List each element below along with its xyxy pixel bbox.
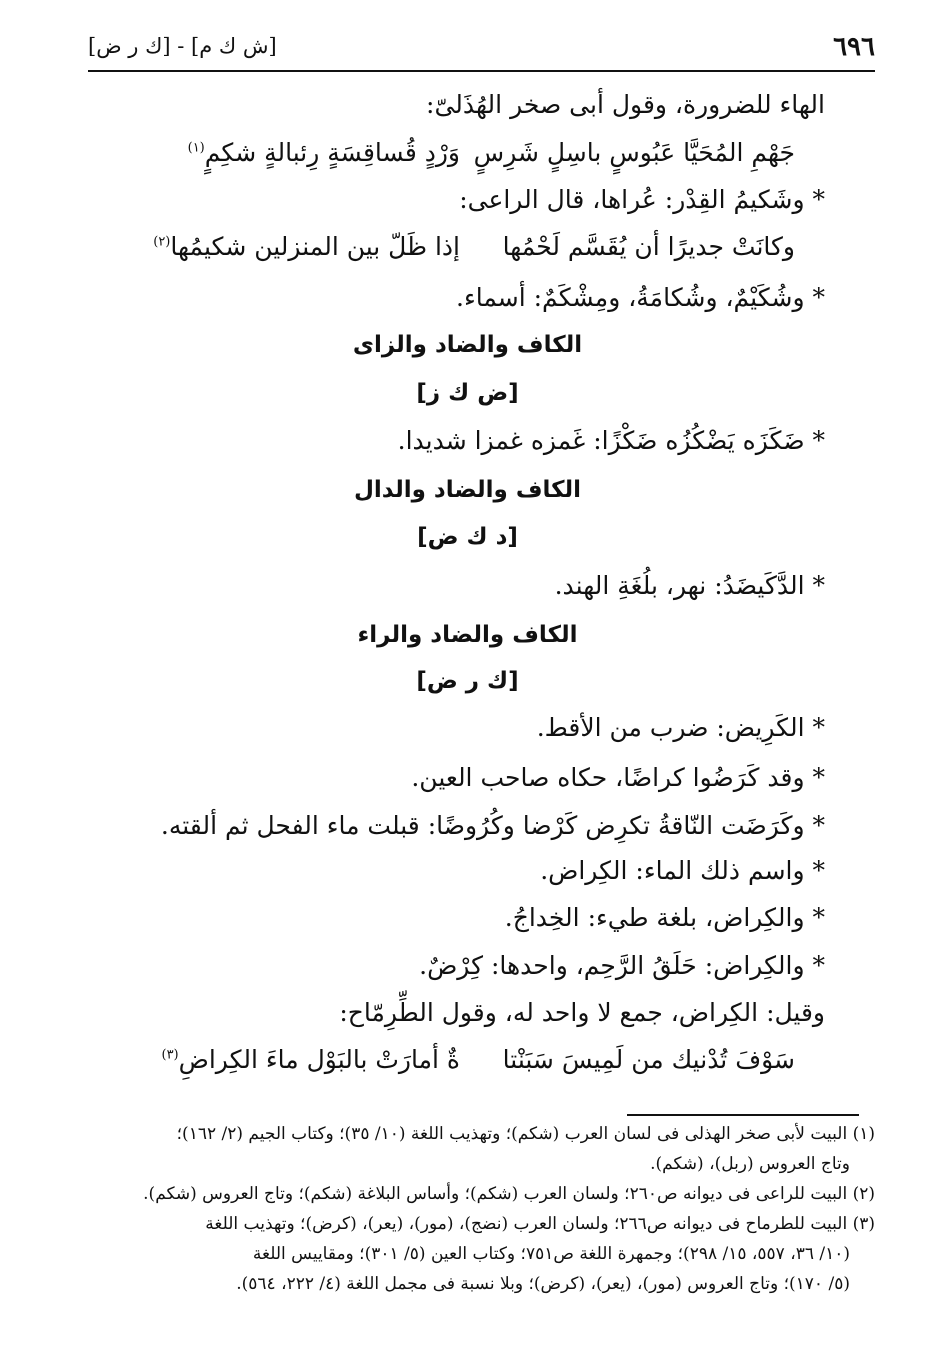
footnote-divider — [627, 1114, 859, 1116]
verse-1-first-hemistich: جَهْمِ المُحَيَّا عَبُوسٍ باسِلٍ شَرِسٍ — [473, 138, 795, 167]
verse-1-second-hemistich: وَرْدٍ قُساقِسَةٍ رِئبالةٍ شكِمٍ$^{(١)}$ — [187, 138, 460, 167]
body-line-1: الهاء للضرورة، وقول أبى صخر الهُذَلىّ: — [426, 90, 825, 119]
root-heading: [د ك ض] — [417, 524, 518, 550]
entry-line: * واسم ذلك الماء: الكِراض. — [540, 856, 825, 885]
entry-line: * ضَكَزَه يَضْكُزُه ضَكْزًا: غَمزه غمزا شديدا. — [397, 426, 825, 455]
entry-line: * وكَرَضَت النّاقةُ تكرِض كَرْضا وكُرُوضًا: قبلت ماء الفحل ثم ألقته. — [160, 811, 825, 840]
verse-3-second-hemistich: ةٌ أمارَتْ بالبَوْل ماءَ الكِراضِ$^{(٣)}$ — [161, 1045, 460, 1074]
page-number: ٦٩٦ — [833, 32, 875, 62]
footnote-line: (١) البيت لأبى صخر الهذلى فى لسان العرب (شكم)؛ وتهذيب اللغة (١٠/ ٣٥)؛ وكتاب الجيم (٢/ ١٦٢)؛ — [176, 1124, 875, 1144]
verse-2-second-hemistich: إذا ظَلّ بين المنزلين شكيمُها$^{(٢)}$ — [153, 232, 460, 261]
verse-3-first-hemistich: سَوْفَ تُدْنيك من لَمِيسَ سَبَنْتا — [502, 1045, 795, 1074]
footnote-line: (١٠/ ٣٦، ٥٥٧، ١٥/ ٢٩٨)؛ وجمهرة اللغة ص٧٥١؛ وكتاب العين (٥/ ٣٠١)؛ ومقاييس اللغة — [252, 1244, 850, 1264]
root-heading: [ك ر ض] — [416, 668, 519, 694]
verse-2-first-hemistich: وكانَتْ جديرًا أن يُقَسَّم لَحْمُها — [502, 232, 795, 261]
entry-line: * الكَرِيض: ضرب من الأقط. — [536, 713, 825, 742]
entry-line: * والكِراض: حَلَقُ الرَّحِم، واحدها: كِرْضٌ. — [419, 951, 825, 980]
header-root-range: [ش ك م] - [ك ر ض] — [88, 34, 277, 58]
footnote-line: وتاج العروس (ربل)، (شكم). — [650, 1154, 850, 1174]
footnote-line: (٢) البيت للراعى فى ديوانه ص٢٦٠؛ ولسان العرب (شكم)؛ وأساس البلاغة (شكم)؛ وتاج العروس (شكم). — [143, 1184, 875, 1204]
section-heading: الكاف والضاد والراء — [357, 622, 578, 648]
entry-line: وقيل: الكِراض، جمع لا واحد له، وقول الطِّرِمّاح: — [339, 998, 825, 1027]
header-divider — [88, 70, 875, 72]
body-line-3: * وشُكَيْمٌ، وشُكامَةُ، ومِشْكَمٌ: أسماء. — [456, 283, 825, 312]
entry-line: * وقد كَرَضُوا كراضًا، حكاه صاحب العين. — [411, 763, 825, 792]
footnote-marker: (١) — [187, 140, 205, 156]
footnote-marker: (٢) — [153, 234, 171, 250]
section-heading: الكاف والضاد والدال — [353, 477, 582, 503]
entry-line: * والكِراض، بلغة طيء: الخِداجُ. — [504, 903, 825, 932]
section-heading: الكاف والضاد والزاى — [352, 332, 583, 358]
entry-line: * الدَّكَيضَدُ: نهر، بلُغَةِ الهند. — [554, 571, 825, 600]
footnote-line: (٣) البيت للطرماح فى ديوانه ص٢٦٦؛ ولسان العرب (نضج)، (مور)، (يعر)، (كرض)؛ وتهذيب اللغة — [205, 1214, 875, 1234]
body-line-2: * وشَكيمُ القِدْر: عُراها، قال الراعى: — [459, 185, 825, 214]
footnote-line: (٥/ ١٧٠)؛ وتاج العروس (مور)، (يعر)، (كرض)؛ وبلا نسبة فى مجمل اللغة (٤/ ٢٢٢، ٥٦٤). — [236, 1274, 850, 1294]
root-heading: [ض ك ز] — [416, 380, 519, 406]
footnote-marker: (٣) — [161, 1047, 179, 1063]
